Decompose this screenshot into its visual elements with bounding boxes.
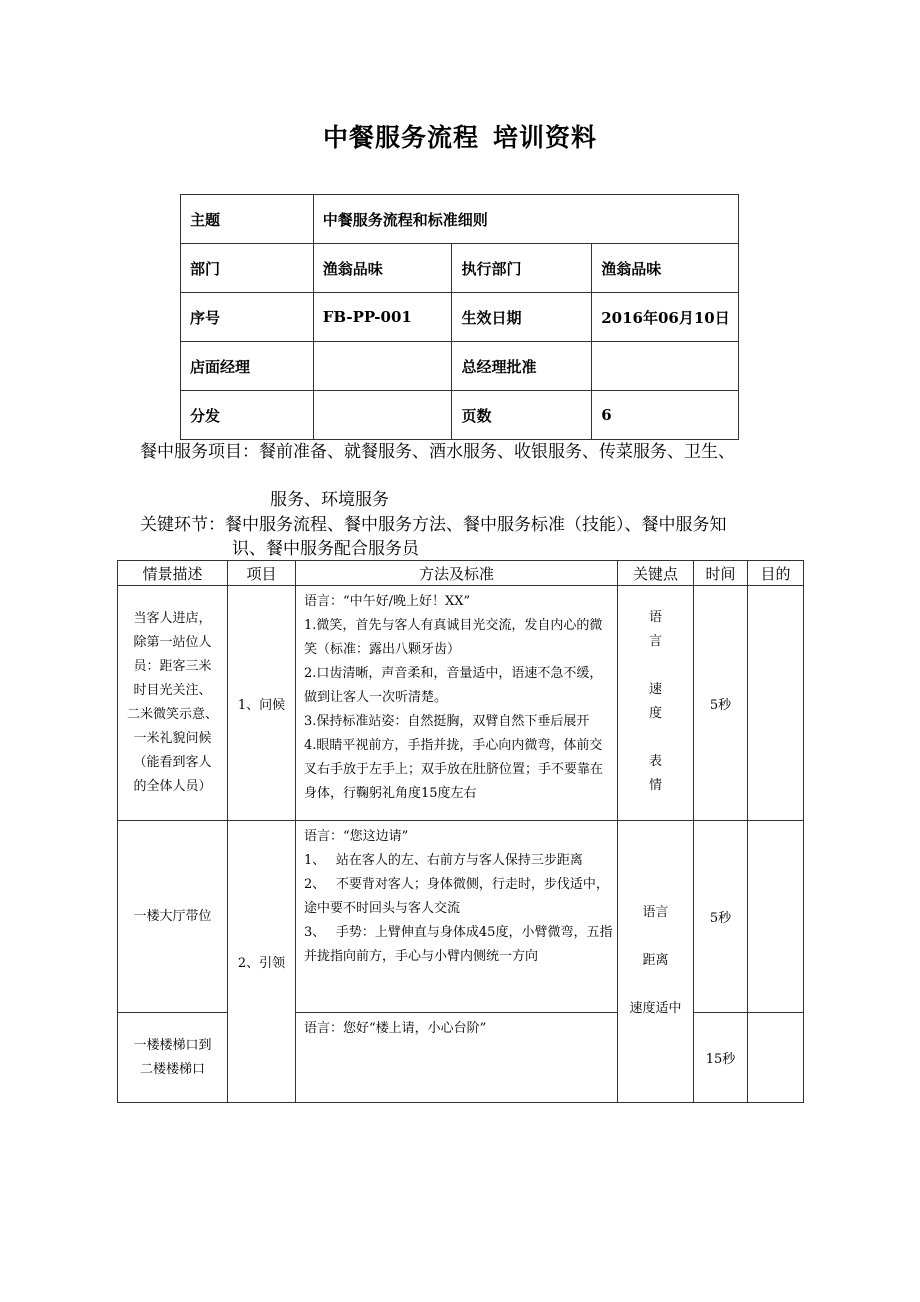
pages-label: 页数	[452, 391, 592, 440]
procedure-table	[117, 560, 804, 1103]
table-row	[118, 1013, 804, 1103]
table-row	[118, 586, 804, 821]
scene-line: 时目光关注、	[133, 683, 212, 698]
header-time: 时间	[694, 561, 748, 586]
method-cell	[296, 821, 618, 1013]
time-cell: 5秒	[694, 586, 748, 821]
header-purpose: 目的	[748, 561, 804, 586]
scene-line: 一米礼貌问候	[133, 731, 212, 746]
time-cell: 15秒	[694, 1013, 748, 1103]
gm-label: 总经理批准	[452, 342, 592, 391]
method-line: 2.口齿清晰，声音柔和，音量适中，语速不急不缓，做到让客人一次听清楚。	[304, 666, 603, 705]
key-line: 语言	[642, 905, 669, 920]
purpose-cell	[748, 1013, 804, 1103]
key-links-line2: 识、餐中服务配合服务员	[232, 539, 419, 559]
key-char: 语	[648, 610, 662, 625]
scene-line: 除第一站位人	[133, 635, 212, 650]
method-line: 语言：您好“楼上请，小心台阶”	[304, 1021, 487, 1036]
method-line: 1、 站在客人的左、右前方与客人保持三步距离	[304, 853, 583, 868]
scene-cell: 一楼大厅带位	[118, 821, 228, 1013]
scene-line: 的全体人员）	[133, 779, 212, 794]
manager-label: 店面经理	[181, 342, 314, 391]
title-part2: 培训资料	[493, 123, 598, 152]
header-method: 方法及标准	[296, 561, 618, 586]
key-links-line1: 关键环节：餐中服务流程、餐中服务方法、餐中服务标准（技能）、餐中服务知	[140, 515, 727, 535]
exec-dept-label: 执行部门	[452, 244, 592, 293]
method-line: 语言：“中午好/晚上好！XX”	[304, 594, 471, 609]
header-key: 关键点	[618, 561, 694, 586]
method-line: 4.眼睛平视前方，手指并拢，手心向内微弯，体前交叉右手放于左手上；双手放在肚脐位置；手不要靠在身体，行鞠躬礼角度15度左右	[304, 738, 604, 801]
item-cell: 1、问候	[228, 586, 296, 821]
service-items-line2: 服务、环境服务	[270, 490, 389, 510]
service-items-line1: 餐中服务项目：餐前准备、就餐服务、酒水服务、收银服务、传菜服务、卫生、	[140, 442, 735, 462]
scene-line: 二米微笑示意、	[126, 707, 218, 722]
header-item: 项目	[228, 561, 296, 586]
method-cell	[296, 586, 618, 821]
pages-value: 6	[592, 391, 739, 440]
key-char: 情	[648, 778, 662, 793]
key-cell	[618, 586, 694, 821]
manager-value	[313, 342, 452, 391]
table-row	[118, 821, 804, 1013]
subject-label: 主题	[181, 195, 314, 244]
gm-value	[592, 342, 739, 391]
purpose-cell	[748, 821, 804, 1013]
exec-dept-value: 渔翁品味	[592, 244, 739, 293]
purpose-cell	[748, 586, 804, 821]
title-part1: 中餐服务流程	[322, 123, 479, 152]
method-line: 语言：“您这边请”	[304, 829, 409, 844]
header-row	[118, 561, 804, 586]
scene-cell	[118, 1013, 228, 1103]
time-cell: 5秒	[694, 821, 748, 1013]
method-cell	[296, 1013, 618, 1103]
dist-value	[313, 391, 452, 440]
scene-line: 二楼楼梯口	[139, 1061, 205, 1077]
method-line: 3.保持标准站姿：自然挺胸，双臂自然下垂后展开	[304, 714, 590, 729]
key-char: 言	[648, 634, 662, 649]
subject-value: 中餐服务流程和标准细则	[313, 195, 738, 244]
key-char: 表	[648, 754, 662, 769]
scene-line: 当客人进店，	[133, 611, 212, 626]
dept-value: 渔翁品味	[313, 244, 452, 293]
effective-label: 生效日期	[452, 293, 592, 342]
scene-line: （能看到客人	[133, 755, 212, 770]
scene-line: 一楼楼梯口到	[133, 1037, 212, 1053]
header-scene: 情景描述	[118, 561, 228, 586]
key-line: 速度适中	[629, 1001, 682, 1016]
method-line: 3、 手势：上臂伸直与身体成45度，小臂微弯，五指并拢指向前方，手心与小臂内侧统一方向	[304, 925, 613, 964]
key-char: 度	[648, 706, 662, 721]
method-line: 1.微笑，首先与客人有真诚目光交流，发自内心的微笑（标准：露出八颗牙齿）	[304, 618, 603, 657]
key-char: 速	[648, 682, 662, 697]
item-cell: 2、引领	[228, 821, 296, 1103]
key-cell	[618, 821, 694, 1103]
dept-label: 部门	[181, 244, 314, 293]
serial-value: FB-PP-001	[313, 293, 452, 342]
dist-label: 分发	[181, 391, 314, 440]
key-line: 距离	[642, 953, 669, 968]
effective-value: 2016年06月10日	[592, 293, 739, 342]
page-title	[0, 118, 920, 154]
info-table	[180, 194, 739, 440]
scene-cell	[118, 586, 228, 821]
serial-label: 序号	[181, 293, 314, 342]
scene-line: 员：距客三米	[133, 659, 212, 674]
method-line: 2、 不要背对客人；身体微侧，行走时，步伐适中，途中要不时回头与客人交流	[304, 877, 609, 916]
